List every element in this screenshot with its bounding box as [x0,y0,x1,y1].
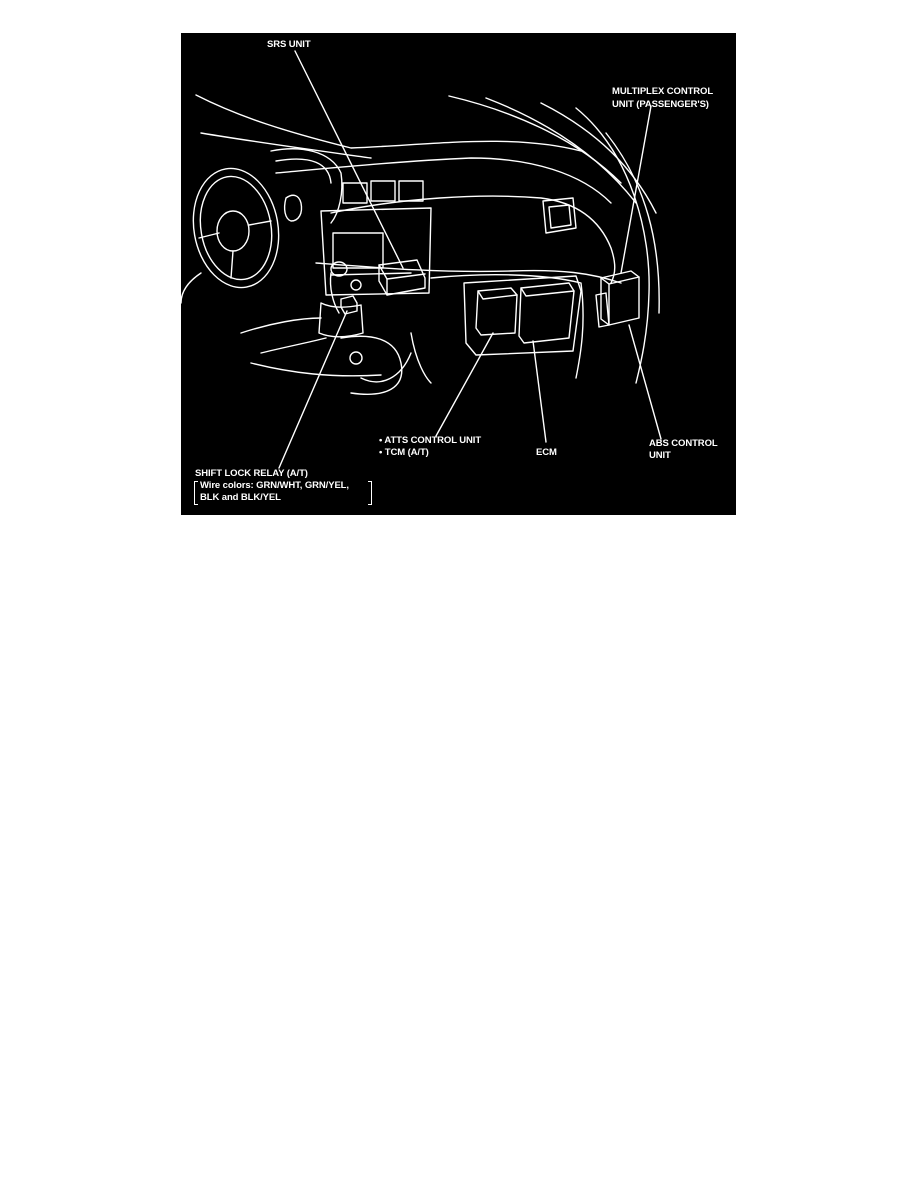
door-edge-2 [606,133,659,313]
lower-dash-curve [411,333,431,383]
steering-spoke-bottom [231,251,233,278]
console-seat [341,336,402,394]
windshield-lower [201,133,371,158]
passenger-vent-inner [549,205,571,228]
console-left [241,318,321,333]
center-stack-outline [321,208,431,295]
leader-ecm [533,341,546,442]
label-atts-control-unit: • ATTS CONTROL UNIT [379,435,482,446]
steering-hub [217,211,249,251]
leader-srs [295,51,403,268]
center-knob-2 [350,352,362,364]
bracket-right [368,481,372,505]
center-vent-right [399,181,423,201]
bracket-left [194,481,198,505]
label-shift-lock-relay: SHIFT LOCK RELAY (A/T) [195,468,308,479]
console-arm [361,353,411,382]
a-pillar-line-1 [449,96,621,183]
steering-column [181,273,201,303]
leader-atts [436,333,493,436]
ecm-top [521,288,574,296]
left-vent [285,195,302,221]
label-abs-line2: UNIT [649,450,671,461]
door-edge-1 [576,108,649,383]
a-pillar-line-3 [541,103,656,213]
center-vent-left [343,183,367,203]
glovebox-outline [431,275,583,378]
label-multiplex-line2: UNIT (PASSENGER'S) [612,99,709,110]
label-multiplex-line1: MULTIPLEX CONTROL [612,86,714,97]
steering-wheel-inner [193,171,280,286]
windshield-edge [196,95,581,151]
shift-lock-relay-box [341,296,357,314]
dash-lower [316,263,621,283]
center-knob [351,280,361,290]
abs-unit-box [596,293,609,327]
label-wire-colors-line2: BLK and BLK/YEL [200,492,281,503]
console-edge-2 [251,363,381,376]
center-vent-mid [371,181,395,201]
label-wire-colors-line1: Wire colors: GRN/WHT, GRN/YEL, [200,480,349,491]
dashboard-component-locator-figure [181,33,736,515]
label-abs-line1: ABS CONTROL [649,438,718,449]
dash-top [276,158,611,203]
atts-unit-top [478,291,517,299]
label-srs-unit: SRS UNIT [267,39,311,50]
leader-shift-lock [279,311,347,468]
steering-spoke-right [249,221,271,225]
passenger-vent [543,198,576,233]
label-tcm: • TCM (A/T) [379,447,429,458]
console-edge-1 [261,338,326,353]
label-ecm: ECM [536,447,557,458]
